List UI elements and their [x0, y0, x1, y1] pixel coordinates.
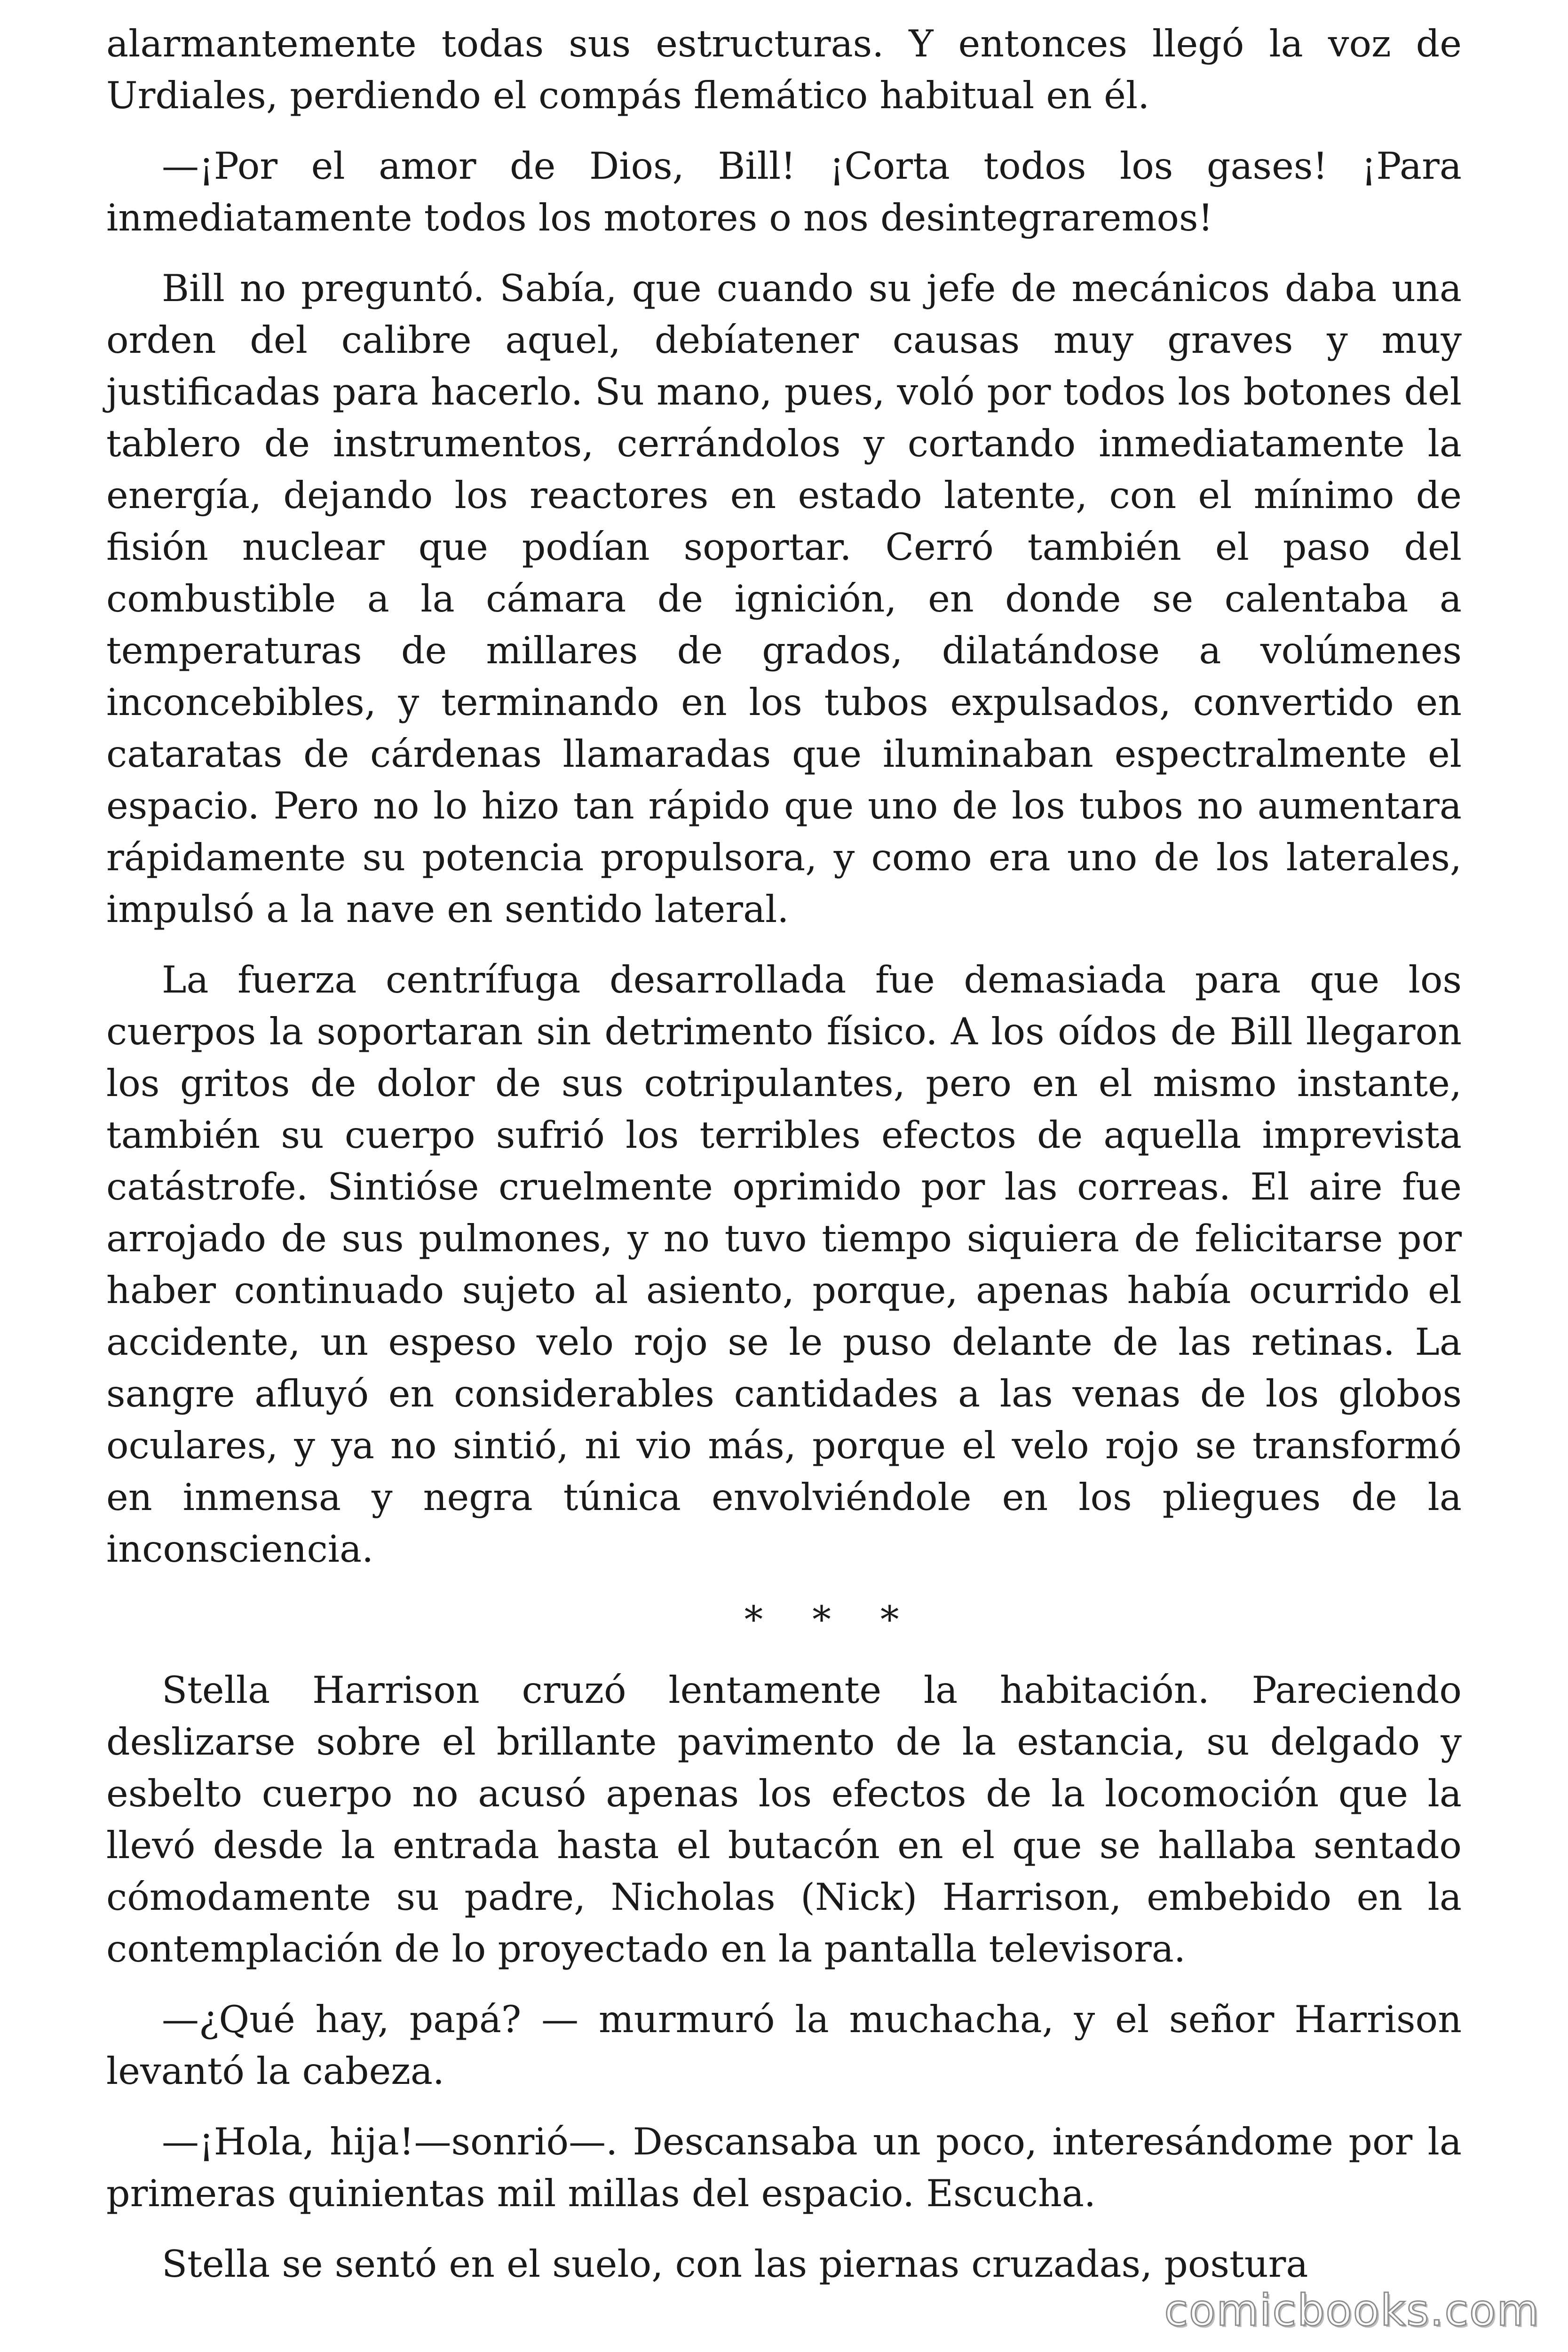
- paragraph-dialogue-hija: —¡Hola, hija!—sonrió—. Descansaba un poco, interesándome por la primeras quinientas mil millas del espacio. Escucha.: [106, 2120, 1462, 2215]
- paragraph-stella-harrison: Stella Harrison cruzó lentamente la habitación. Pareciendo deslizarse sobre el brillante pavimento de la estancia, su delgado y esbelto cuerpo no acusó apenas los efectos de la locomoción que la llevó desde la entrada hasta el butacón en el que se hallaba sentado cómodamente su padre, Nicholas (Nick) Harrison, embebido en la contemplación de lo proyectado en la pantalla televisora.: [106, 1669, 1462, 1971]
- paragraph-dialogue-papa: —¿Qué hay, papá? — murmuró la muchacha, y el señor Harrison levantó la cabeza.: [106, 1998, 1462, 2093]
- section-separator: * * *: [744, 1598, 918, 1641]
- paragraph-stella-sits: Stella se sentó en el suelo, con las piernas cruzadas, postura: [162, 2242, 1308, 2286]
- paragraph-bill-reaction: Bill no preguntó. Sabía, que cuando su jefe de mecánicos daba una orden del calibre aquel, debíatener causas muy graves y muy justificadas para hacerlo. Su mano, pues, voló por todos los botones del tablero de instrumentos, cerrándolos y cortando inmediatamente la energía, dejando los reactores en estado latente, con el mínimo de fisión nuclear que podían soportar. Cerró también el paso del combustible a la cámara de ignición, en donde se calentaba a temperaturas de millares de grados, dilatándose a volúmenes inconcebibles, y terminando en los tubos expulsados, convertido en cataratas de cárdenas llamaradas que iluminaban espectralmente el espacio. Pero no lo hizo tan rápido que uno de los tubos no aumentara rápidamente su potencia propulsora, y como era uno de los laterales, impulsó a la nave en sentido lateral.: [106, 267, 1462, 931]
- paragraph-centrifugal-force: La fuerza centrífuga desarrollada fue demasiada para que los cuerpos la soportaran sin detrimento físico. A los oídos de Bill llegaron los gritos de dolor de sus cotripulantes, pero en el mismo instante, también su cuerpo sufrió los terribles efectos de aquella imprevista catástrofe. Sintióse cruelmente oprimido por las correas. El aire fue arrojado de sus pulmones, y no tuvo tiempo siquiera de felicitarse por haber continuado sujeto al asiento, porque, apenas había ocurrido el accidente, un espeso velo rojo se le puso delante de las retinas. La sangre afluyó en considerables cantidades a las venas de los globos oculares, y ya no sintió, ni vio más, porque el velo rojo se transformó en inmensa y negra túnica envolviéndole en los pliegues de la inconsciencia.: [106, 958, 1462, 1571]
- paragraph-continuation: alarmantemente todas sus estructuras. Y entonces llegó la voz de Urdiales, perdiendo el compás flemático habitual en él.: [106, 22, 1462, 117]
- book-page: [106, 18, 1462, 2309]
- paragraph-dialogue-urdiales: —¡Por el amor de Dios, Bill! ¡Corta todos los gases! ¡Para inmediatamente todos los motores o nos desintegraremos!: [106, 144, 1462, 239]
- watermark-logo: comicbooks.com: [1164, 2285, 1540, 2336]
